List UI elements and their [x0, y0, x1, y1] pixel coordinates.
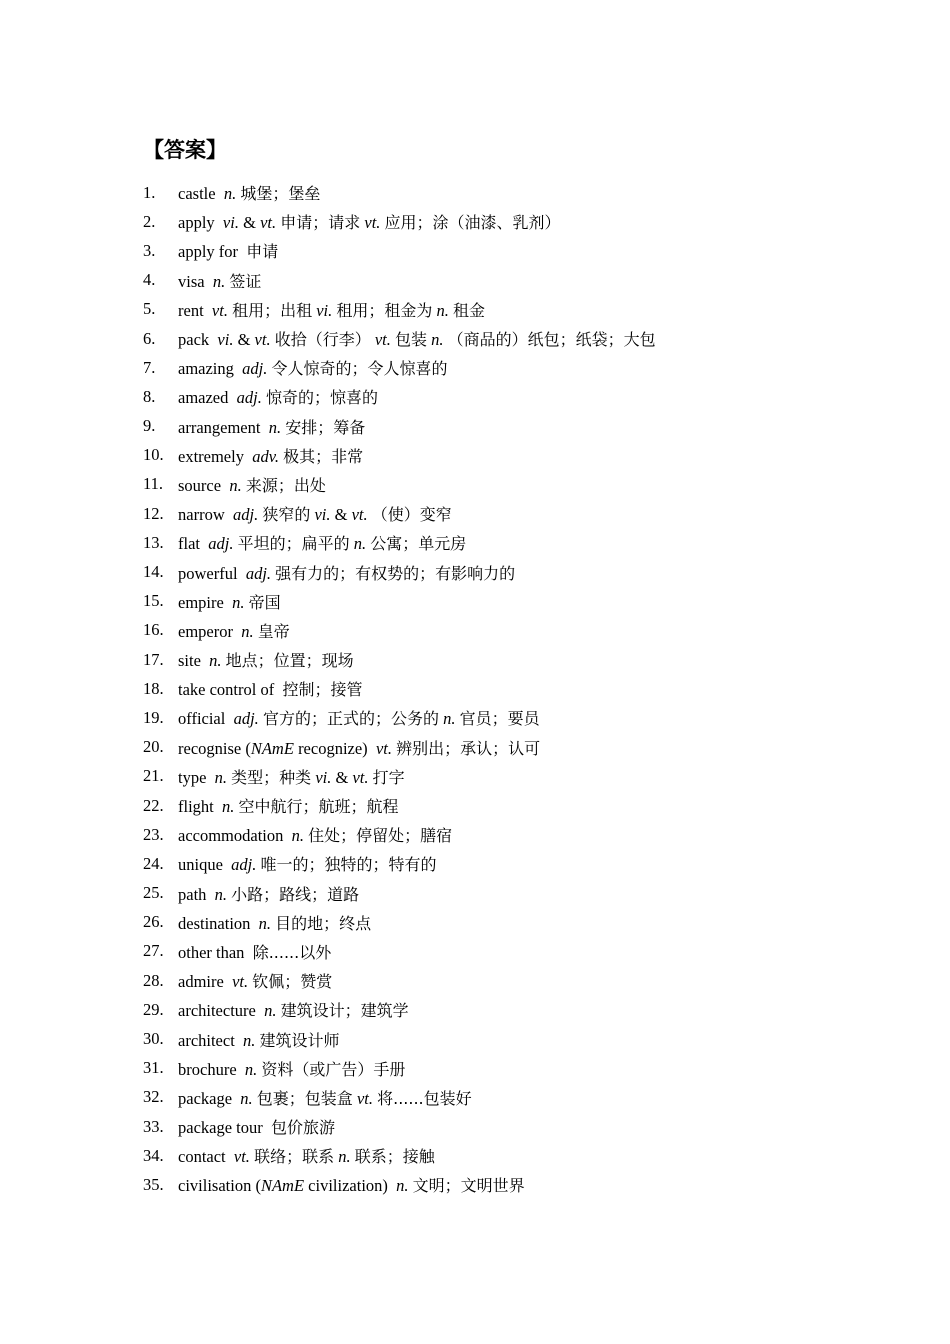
part-of-speech: adj.: [242, 359, 268, 379]
entry-content: [178, 1115, 335, 1138]
entry-word: type: [178, 767, 207, 787]
entry-number: 9.: [143, 416, 156, 436]
chinese-meaning: 帝国: [248, 592, 281, 612]
part-of-speech: n.: [264, 1001, 277, 1021]
part-of-speech: n.: [244, 1059, 258, 1079]
entry-content: [178, 823, 452, 846]
entry-number: 24.: [143, 853, 164, 873]
entry-word: visa: [178, 271, 205, 291]
entry-word: recognize): [298, 738, 368, 758]
vocab-entry: [143, 207, 903, 236]
chinese-meaning: 资料（或广告）手册: [261, 1059, 406, 1079]
entry-number: 26.: [143, 912, 164, 932]
chinese-meaning: 租用；租金为: [336, 300, 433, 320]
entry-number: 6.: [143, 328, 156, 348]
entry-word: unique: [178, 855, 223, 875]
part-of-speech: n.: [232, 592, 245, 612]
chinese-meaning: 钦佩；赞赏: [252, 972, 333, 992]
part-of-speech: vi.: [316, 300, 333, 320]
entry-word: official: [178, 709, 226, 729]
entry-word: civilization): [308, 1176, 388, 1196]
part-of-speech: vt.: [351, 505, 368, 525]
entry-word: brochure: [178, 1059, 237, 1079]
part-of-speech: vi.: [315, 767, 332, 787]
vocab-entry: [143, 733, 903, 762]
vocab-entry: [143, 762, 903, 791]
entry-word: architecture: [178, 1001, 256, 1021]
entry-word: source: [178, 475, 222, 495]
part-of-speech: n.: [222, 797, 235, 817]
chinese-meaning: 包装: [395, 330, 428, 350]
vocab-entry: [143, 1141, 903, 1170]
entry-word: accommodation: [178, 826, 284, 846]
part-of-speech: adj.: [208, 534, 234, 554]
entry-number: 3.: [143, 240, 156, 260]
entry-content: [178, 998, 409, 1021]
vocab-entry: [143, 849, 903, 878]
vocab-entry: [143, 441, 903, 470]
chinese-meaning: 城堡；堡垒: [240, 184, 321, 204]
chinese-meaning: 联系；接触: [354, 1147, 435, 1167]
chinese-meaning: 签证: [229, 271, 262, 291]
vocabulary-list: [143, 178, 903, 1200]
entry-content: [178, 298, 485, 321]
vocab-entry: [143, 353, 903, 382]
entry-content: [178, 1086, 472, 1109]
entry-content: [178, 1057, 405, 1080]
chinese-meaning: （使）变窄: [371, 505, 452, 525]
part-of-speech: n.: [229, 475, 242, 495]
part-of-speech: vt.: [254, 330, 271, 350]
chinese-meaning: 皇帝: [257, 621, 290, 641]
entry-number: 27.: [143, 941, 164, 961]
vocab-entry: [143, 674, 903, 703]
vocab-entry: [143, 324, 903, 353]
entry-word: &: [334, 505, 348, 525]
part-of-speech: n.: [353, 534, 367, 554]
entry-content: [178, 1028, 340, 1051]
entry-number: 5.: [143, 299, 156, 319]
entry-number: 1.: [143, 182, 156, 202]
part-of-speech: n.: [241, 621, 254, 641]
part-of-speech: NAmE: [260, 1176, 305, 1196]
chinese-meaning: 包裹；包装盒: [256, 1088, 353, 1108]
chinese-meaning: （商品的）纸包；纸袋；大包: [447, 330, 656, 350]
entry-word: take control of: [178, 680, 275, 700]
entry-word: flight: [178, 797, 214, 817]
vocab-entry: [143, 966, 903, 995]
part-of-speech: n.: [443, 709, 456, 729]
entry-content: [178, 765, 405, 788]
entry-word: recognise (: [178, 738, 251, 758]
entry-word: package tour: [178, 1118, 263, 1138]
entry-word: path: [178, 884, 207, 904]
entry-word: amazing: [178, 359, 234, 379]
entry-content: [178, 356, 448, 379]
chinese-meaning: 唯一的；独特的；特有的: [260, 855, 437, 875]
entry-number: 4.: [143, 270, 156, 290]
entry-word: apply for: [178, 242, 239, 262]
chinese-meaning: 包价旅游: [271, 1118, 336, 1138]
vocab-entry: [143, 1170, 903, 1199]
part-of-speech: n.: [240, 1088, 253, 1108]
part-of-speech: vt.: [233, 1147, 250, 1167]
vocab-entry: [143, 295, 903, 324]
part-of-speech: n.: [291, 826, 305, 846]
chinese-meaning: 文明；文明世界: [412, 1176, 525, 1196]
part-of-speech: vi.: [217, 330, 234, 350]
vocab-entry: [143, 703, 903, 732]
part-of-speech: vi.: [222, 213, 239, 233]
part-of-speech: n.: [396, 1176, 409, 1196]
entry-number: 12.: [143, 503, 164, 523]
part-of-speech: vi.: [314, 505, 331, 525]
part-of-speech: n.: [338, 1147, 351, 1167]
chinese-meaning: 令人惊奇的；令人惊喜的: [271, 359, 448, 379]
entry-word: site: [178, 651, 201, 671]
vocab-entry: [143, 1054, 903, 1083]
entry-number: 14.: [143, 562, 164, 582]
chinese-meaning: 辨别出；承认；认可: [396, 738, 541, 758]
entry-content: [178, 736, 540, 759]
entry-word: package: [178, 1088, 233, 1108]
entry-content: [178, 385, 378, 408]
part-of-speech: n.: [268, 417, 282, 437]
part-of-speech: n.: [436, 300, 449, 320]
entry-word: civilisation (: [178, 1176, 261, 1196]
entry-content: [178, 590, 281, 613]
entry-content: [178, 239, 278, 262]
part-of-speech: vt.: [374, 330, 391, 350]
entry-word: &: [243, 213, 256, 233]
entry-content: [178, 415, 365, 438]
chinese-meaning: 申请；请求: [280, 213, 361, 233]
part-of-speech: vt.: [260, 213, 277, 233]
chinese-meaning: 安排；筹备: [285, 417, 366, 437]
entry-number: 23.: [143, 824, 164, 844]
part-of-speech: n.: [212, 271, 226, 291]
entry-content: [178, 561, 515, 584]
chinese-meaning: 除......以外: [252, 942, 332, 962]
chinese-meaning: 地点；位置；现场: [225, 651, 354, 671]
part-of-speech: n.: [214, 767, 228, 787]
entry-number: 35.: [143, 1174, 164, 1194]
chinese-meaning: 小路；路线；道路: [231, 884, 360, 904]
vocab-entry: [143, 1112, 903, 1141]
entry-content: [178, 181, 320, 204]
entry-content: [178, 648, 354, 671]
entry-word: pack: [178, 330, 210, 350]
part-of-speech: NAmE: [250, 738, 294, 758]
chinese-meaning: 来源；出处: [245, 475, 326, 495]
entry-word: emperor: [178, 621, 233, 641]
vocab-entry: [143, 557, 903, 586]
chinese-meaning: 强有力的；有权势的；有影响力的: [275, 563, 516, 583]
entry-content: [178, 882, 359, 905]
entry-word: &: [335, 767, 349, 787]
entry-number: 22.: [143, 795, 164, 815]
part-of-speech: vt.: [364, 213, 381, 233]
entry-content: [178, 940, 331, 963]
chinese-meaning: 申请: [246, 242, 279, 262]
entry-number: 13.: [143, 532, 164, 552]
entry-number: 33.: [143, 1116, 164, 1136]
entry-content: [178, 531, 466, 554]
entry-number: 7.: [143, 357, 156, 377]
chinese-meaning: 官员；要员: [459, 709, 540, 729]
vocab-entry: [143, 236, 903, 265]
chinese-meaning: 控制；接管: [282, 680, 363, 700]
entry-word: admire: [178, 972, 224, 992]
chinese-meaning: 租用；出租: [232, 300, 313, 320]
entry-content: [178, 269, 261, 292]
part-of-speech: adj.: [236, 388, 262, 408]
answer-heading: 【答案】: [143, 138, 227, 162]
chinese-meaning: 建筑设计师: [259, 1030, 340, 1050]
vocab-entry: [143, 879, 903, 908]
entry-content: [178, 502, 452, 525]
entry-content: [178, 794, 399, 817]
vocab-entry: [143, 1024, 903, 1053]
entry-number: 15.: [143, 591, 164, 611]
vocab-entry: [143, 995, 903, 1024]
entry-word: architect: [178, 1030, 235, 1050]
chinese-meaning: 公寓；单元房: [370, 534, 467, 554]
entry-content: [178, 677, 362, 700]
chinese-meaning: 狭窄的: [262, 505, 311, 525]
entry-word: empire: [178, 592, 224, 612]
chinese-meaning: 建筑设计；建筑学: [280, 1001, 409, 1021]
entry-word: contact: [178, 1147, 226, 1167]
entry-number: 17.: [143, 649, 164, 669]
vocab-entry: [143, 908, 903, 937]
entry-number: 30.: [143, 1029, 164, 1049]
chinese-meaning: 空中航行；航班；航程: [238, 797, 399, 817]
part-of-speech: n.: [214, 884, 228, 904]
entry-word: powerful: [178, 563, 238, 583]
chinese-meaning: 打字: [372, 767, 405, 787]
vocab-entry: [143, 820, 903, 849]
entry-content: [178, 210, 561, 233]
entry-number: 19.: [143, 707, 164, 727]
chinese-meaning: 将......包装好: [377, 1088, 472, 1108]
part-of-speech: adv.: [252, 446, 279, 466]
chinese-meaning: 联络；联系: [254, 1147, 335, 1167]
entry-word: destination: [178, 913, 251, 933]
vocab-entry: [143, 1083, 903, 1112]
entry-number: 21.: [143, 766, 164, 786]
entry-content: [178, 619, 290, 642]
vocab-entry: [143, 616, 903, 645]
entry-number: 16.: [143, 620, 164, 640]
entry-number: 20.: [143, 737, 164, 757]
entry-number: 31.: [143, 1058, 164, 1078]
entry-content: [178, 473, 326, 496]
entry-number: 28.: [143, 970, 164, 990]
vocab-entry: [143, 412, 903, 441]
entry-word: narrow: [178, 505, 225, 525]
entry-content: [178, 1173, 525, 1196]
vocab-entry: [143, 791, 903, 820]
entry-number: 32.: [143, 1087, 164, 1107]
entry-content: [178, 852, 437, 875]
entry-word: amazed: [178, 388, 229, 408]
entry-content: [178, 444, 363, 467]
chinese-meaning: 惊奇的；惊喜的: [265, 388, 378, 408]
entry-word: extremely: [178, 446, 244, 466]
vocab-entry: [143, 382, 903, 411]
entry-word: rent: [178, 300, 204, 320]
entry-content: [178, 327, 656, 350]
part-of-speech: vt.: [356, 1088, 373, 1108]
part-of-speech: vt.: [211, 300, 228, 320]
vocab-entry: [143, 178, 903, 207]
entry-number: 2.: [143, 211, 156, 231]
entry-number: 10.: [143, 445, 164, 465]
vocab-entry: [143, 499, 903, 528]
part-of-speech: vt.: [375, 738, 392, 758]
vocab-entry: [143, 470, 903, 499]
chinese-meaning: 平坦的；扁平的: [237, 534, 350, 554]
part-of-speech: vt.: [232, 972, 249, 992]
vocab-entry: [143, 266, 903, 295]
entry-word: apply: [178, 213, 215, 233]
entry-word: castle: [178, 184, 216, 204]
vocab-entry: [143, 587, 903, 616]
entry-number: 34.: [143, 1145, 164, 1165]
entry-word: &: [237, 330, 251, 350]
entry-content: [178, 1144, 435, 1167]
part-of-speech: n.: [243, 1030, 256, 1050]
chinese-meaning: 应用；涂（油漆、乳剂）: [384, 213, 561, 233]
part-of-speech: adj.: [245, 563, 272, 583]
entry-word: flat: [178, 534, 200, 554]
part-of-speech: n.: [258, 913, 272, 933]
chinese-meaning: 目的地；终点: [275, 913, 372, 933]
vocab-entry: [143, 528, 903, 557]
part-of-speech: adj.: [231, 855, 257, 875]
entry-content: [178, 706, 540, 729]
part-of-speech: adj.: [233, 709, 259, 729]
vocab-entry: [143, 937, 903, 966]
entry-word: other than: [178, 942, 245, 962]
vocab-entry: [143, 645, 903, 674]
part-of-speech: n.: [223, 184, 237, 204]
chinese-meaning: 类型；种类: [231, 767, 312, 787]
chinese-meaning: 极其；非常: [283, 446, 364, 466]
entry-content: [178, 969, 332, 992]
chinese-meaning: 官方的；正式的；公务的: [262, 709, 439, 729]
entry-number: 11.: [143, 474, 164, 494]
entry-number: 18.: [143, 678, 164, 698]
part-of-speech: n.: [209, 651, 222, 671]
chinese-meaning: 租金: [453, 300, 486, 320]
part-of-speech: vt.: [352, 767, 369, 787]
entry-number: 8.: [143, 386, 156, 406]
entry-content: [178, 911, 371, 934]
chinese-meaning: 住处；停留处；膳宿: [308, 826, 453, 846]
entry-number: 29.: [143, 999, 164, 1019]
part-of-speech: n.: [431, 330, 444, 350]
entry-number: 25.: [143, 883, 164, 903]
chinese-meaning: 收拾（行李）: [274, 330, 371, 350]
part-of-speech: adj.: [232, 505, 259, 525]
entry-word: arrangement: [178, 417, 261, 437]
